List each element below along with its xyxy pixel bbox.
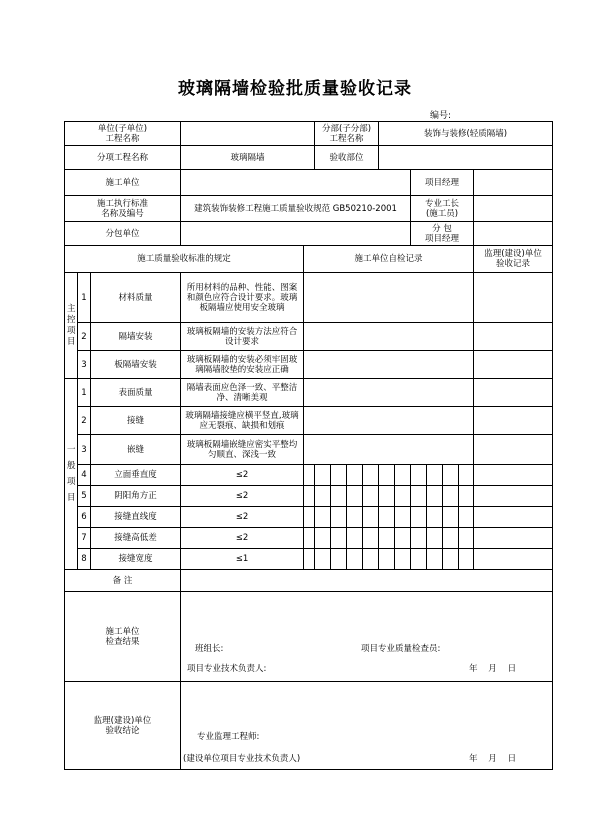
supervisor-record-cell[interactable] (474, 351, 553, 379)
measure-cell[interactable] (304, 486, 315, 507)
supervisor-check-header: 监理(建设)单位 验收记录 (474, 246, 553, 273)
measure-cell[interactable] (304, 528, 315, 549)
measure-cell[interactable] (363, 549, 379, 570)
contractor-record-cell[interactable] (304, 351, 474, 379)
measure-cell[interactable] (304, 465, 315, 486)
measure-cell[interactable] (363, 465, 379, 486)
contractor-record-cell[interactable] (304, 323, 474, 351)
foreman-label: 专业工长 (施工员) (411, 196, 474, 222)
measure-cell[interactable] (459, 528, 474, 549)
measure-cell[interactable] (443, 465, 459, 486)
item-name: 嵌缝 (91, 435, 181, 465)
item-no: 3 (78, 435, 91, 465)
supervisor-record-cell[interactable] (474, 465, 553, 486)
measure-cell[interactable] (459, 486, 474, 507)
item-no: 1 (78, 379, 91, 407)
measure-cell[interactable] (347, 486, 363, 507)
item-requirement: ≤2 (181, 486, 304, 507)
supervisor-record-cell[interactable] (474, 435, 553, 465)
spec-column-header: 施工质量验收标准的规定 (65, 246, 304, 273)
measure-cell[interactable] (459, 549, 474, 570)
measure-cell[interactable] (443, 549, 459, 570)
measure-cell[interactable] (427, 486, 443, 507)
measure-cell[interactable] (459, 465, 474, 486)
standard-label: 施工执行标准 名称及编号 (65, 196, 181, 222)
item-no: 1 (78, 273, 91, 323)
supervisor-record-cell[interactable] (474, 273, 553, 323)
accept-part-label: 验收部位 (315, 146, 379, 170)
item-name: 立面垂直度 (91, 465, 181, 486)
supervisor-date: 年 月 日 (469, 754, 517, 764)
item-requirement: ≤1 (181, 549, 304, 570)
measure-cell[interactable] (379, 528, 395, 549)
supervisor-record-cell[interactable] (474, 407, 553, 435)
item-no: 3 (78, 351, 91, 379)
sub-project-manager-label: 分 包 项目经理 (411, 222, 474, 246)
main-control-label: 主 控 项 目 (65, 273, 78, 379)
measure-cell[interactable] (363, 486, 379, 507)
subitem-name-label: 分项工程名称 (65, 146, 181, 170)
item-no: 7 (78, 528, 91, 549)
measure-cell[interactable] (379, 486, 395, 507)
measure-cell[interactable] (315, 549, 331, 570)
standard-value[interactable]: 建筑装饰装修工程施工质量验收规范 GB50210-2001 (181, 196, 411, 222)
doc-number-label: 编号: (430, 111, 452, 121)
item-requirement: 玻璃板隔墙的安装必须牢固玻璃隔墙胶垫的安装应正确 (181, 351, 304, 379)
measure-cell[interactable] (379, 465, 395, 486)
measure-cell[interactable] (347, 528, 363, 549)
contractor-check-header: 施工单位自检记录 (304, 246, 474, 273)
measure-cell[interactable] (395, 486, 411, 507)
item-name: 阴阳角方正 (91, 486, 181, 507)
sub-project-manager-value[interactable] (474, 222, 553, 246)
contractor-result-label: 施工单位 检查结果 (65, 592, 181, 682)
unit-name-label: 单位(子单位) 工程名称 (65, 122, 181, 146)
item-no: 2 (78, 407, 91, 435)
project-manager-label: 项目经理 (411, 170, 474, 196)
supervisor-record-cell[interactable] (474, 507, 553, 528)
measure-cell[interactable] (347, 465, 363, 486)
item-requirement: ≤2 (181, 465, 304, 486)
item-requirement: 玻璃隔墙接缝应横平竖直,玻璃应无裂痕、缺损和划痕 (181, 407, 304, 435)
contractor-date: 年 月 日 (469, 664, 517, 674)
item-requirement: 隔墙表面应色泽一致、平整洁净、清晰美观 (181, 379, 304, 407)
measure-cell[interactable] (331, 549, 347, 570)
foreman-value[interactable] (474, 196, 553, 222)
supervisor-record-cell[interactable] (474, 379, 553, 407)
contractor-record-cell[interactable] (304, 407, 474, 435)
measure-cell[interactable] (331, 486, 347, 507)
measure-cell[interactable] (331, 507, 347, 528)
measure-cell[interactable] (411, 528, 427, 549)
supervisor-record-cell[interactable] (474, 486, 553, 507)
item-requirement: 所用材料的品种、性能、图案和颜色应符合设计要求。玻璃板隔墙应使用安全玻璃 (181, 273, 304, 323)
item-name: 接缝高低差 (91, 528, 181, 549)
measure-cell[interactable] (411, 465, 427, 486)
remarks-label: 备 注 (65, 570, 181, 592)
measure-cell[interactable] (347, 507, 363, 528)
subcontractor-label: 分包单位 (65, 222, 181, 246)
item-name: 接缝 (91, 407, 181, 435)
measure-cell[interactable] (443, 486, 459, 507)
measure-cell[interactable] (304, 507, 315, 528)
subitem-name-value[interactable]: 玻璃隔墙 (181, 146, 315, 170)
measure-cell[interactable] (443, 507, 459, 528)
measure-cell[interactable] (304, 549, 315, 570)
supervisor-result-area[interactable] (181, 682, 553, 770)
measure-cell[interactable] (427, 465, 443, 486)
measure-cell[interactable] (363, 507, 379, 528)
supervising-engineer-label: 专业监理工程师: (197, 732, 260, 742)
quality-inspector-label: 项目专业质量检查员: (361, 644, 441, 654)
item-name: 接缝直线度 (91, 507, 181, 528)
measure-cell[interactable] (395, 465, 411, 486)
contractor-record-cell[interactable] (304, 273, 474, 323)
item-name: 表面质量 (91, 379, 181, 407)
item-name: 板隔墙安装 (91, 351, 181, 379)
division-name-label: 分部(子分部) 工程名称 (315, 122, 379, 146)
supervisor-record-cell[interactable] (474, 323, 553, 351)
supervisor-record-cell[interactable] (474, 549, 553, 570)
item-no: 4 (78, 465, 91, 486)
subcontractor-value[interactable] (181, 222, 411, 246)
accept-part-value[interactable] (379, 146, 553, 170)
team-leader-label: 班组长: (195, 644, 224, 654)
measure-cell[interactable] (395, 549, 411, 570)
tech-head-label: 项目专业技术负责人: (187, 664, 267, 674)
measure-cell[interactable] (347, 549, 363, 570)
item-requirement: ≤2 (181, 507, 304, 528)
measure-cell[interactable] (315, 486, 331, 507)
owner-tech-head-label: (建设单位项目专业技术负责人) (183, 754, 301, 764)
measure-cell[interactable] (363, 528, 379, 549)
contractor-record-cell[interactable] (304, 379, 474, 407)
remarks-value[interactable] (181, 570, 553, 592)
measure-cell[interactable] (427, 507, 443, 528)
item-name: 材料质量 (91, 273, 181, 323)
general-items-label: 一 般 项 目 (65, 379, 78, 570)
measure-cell[interactable] (331, 528, 347, 549)
supervisor-result-label: 监理(建设)单位 验收结论 (65, 682, 181, 770)
contractor-label: 施工单位 (65, 170, 181, 196)
measure-cell[interactable] (411, 549, 427, 570)
division-name-value[interactable]: 装饰与装修(轻质隔墙) (379, 122, 553, 146)
measure-cell[interactable] (331, 465, 347, 486)
measure-cell[interactable] (315, 528, 331, 549)
measure-cell[interactable] (395, 507, 411, 528)
contractor-value[interactable] (181, 170, 411, 196)
contractor-record-cell[interactable] (304, 435, 474, 465)
item-no: 6 (78, 507, 91, 528)
project-manager-value[interactable] (474, 170, 553, 196)
item-requirement: 玻璃板隔墙的安装方法应符合设计要求 (181, 323, 304, 351)
measure-cell[interactable] (427, 528, 443, 549)
item-name: 接缝宽度 (91, 549, 181, 570)
measure-cell[interactable] (411, 486, 427, 507)
item-requirement: 玻璃板隔墙嵌缝应密实平整均匀顺直、深浅一致 (181, 435, 304, 465)
inspection-form (64, 121, 553, 770)
item-name: 隔墙安装 (91, 323, 181, 351)
measure-cell[interactable] (427, 549, 443, 570)
page-title: 玻璃隔墙检验批质量验收记录 (178, 79, 412, 99)
item-no: 5 (78, 486, 91, 507)
item-no: 2 (78, 323, 91, 351)
measure-cell[interactable] (379, 507, 395, 528)
measure-cell[interactable] (315, 465, 331, 486)
measure-cell[interactable] (315, 507, 331, 528)
item-requirement: ≤2 (181, 528, 304, 549)
measure-cell[interactable] (379, 549, 395, 570)
supervisor-record-cell[interactable] (474, 528, 553, 549)
contractor-result-area[interactable] (181, 592, 553, 682)
measure-cell[interactable] (395, 528, 411, 549)
measure-cell[interactable] (443, 528, 459, 549)
item-no: 8 (78, 549, 91, 570)
measure-cell[interactable] (411, 507, 427, 528)
measure-cell[interactable] (459, 507, 474, 528)
unit-name-value[interactable] (181, 122, 315, 146)
